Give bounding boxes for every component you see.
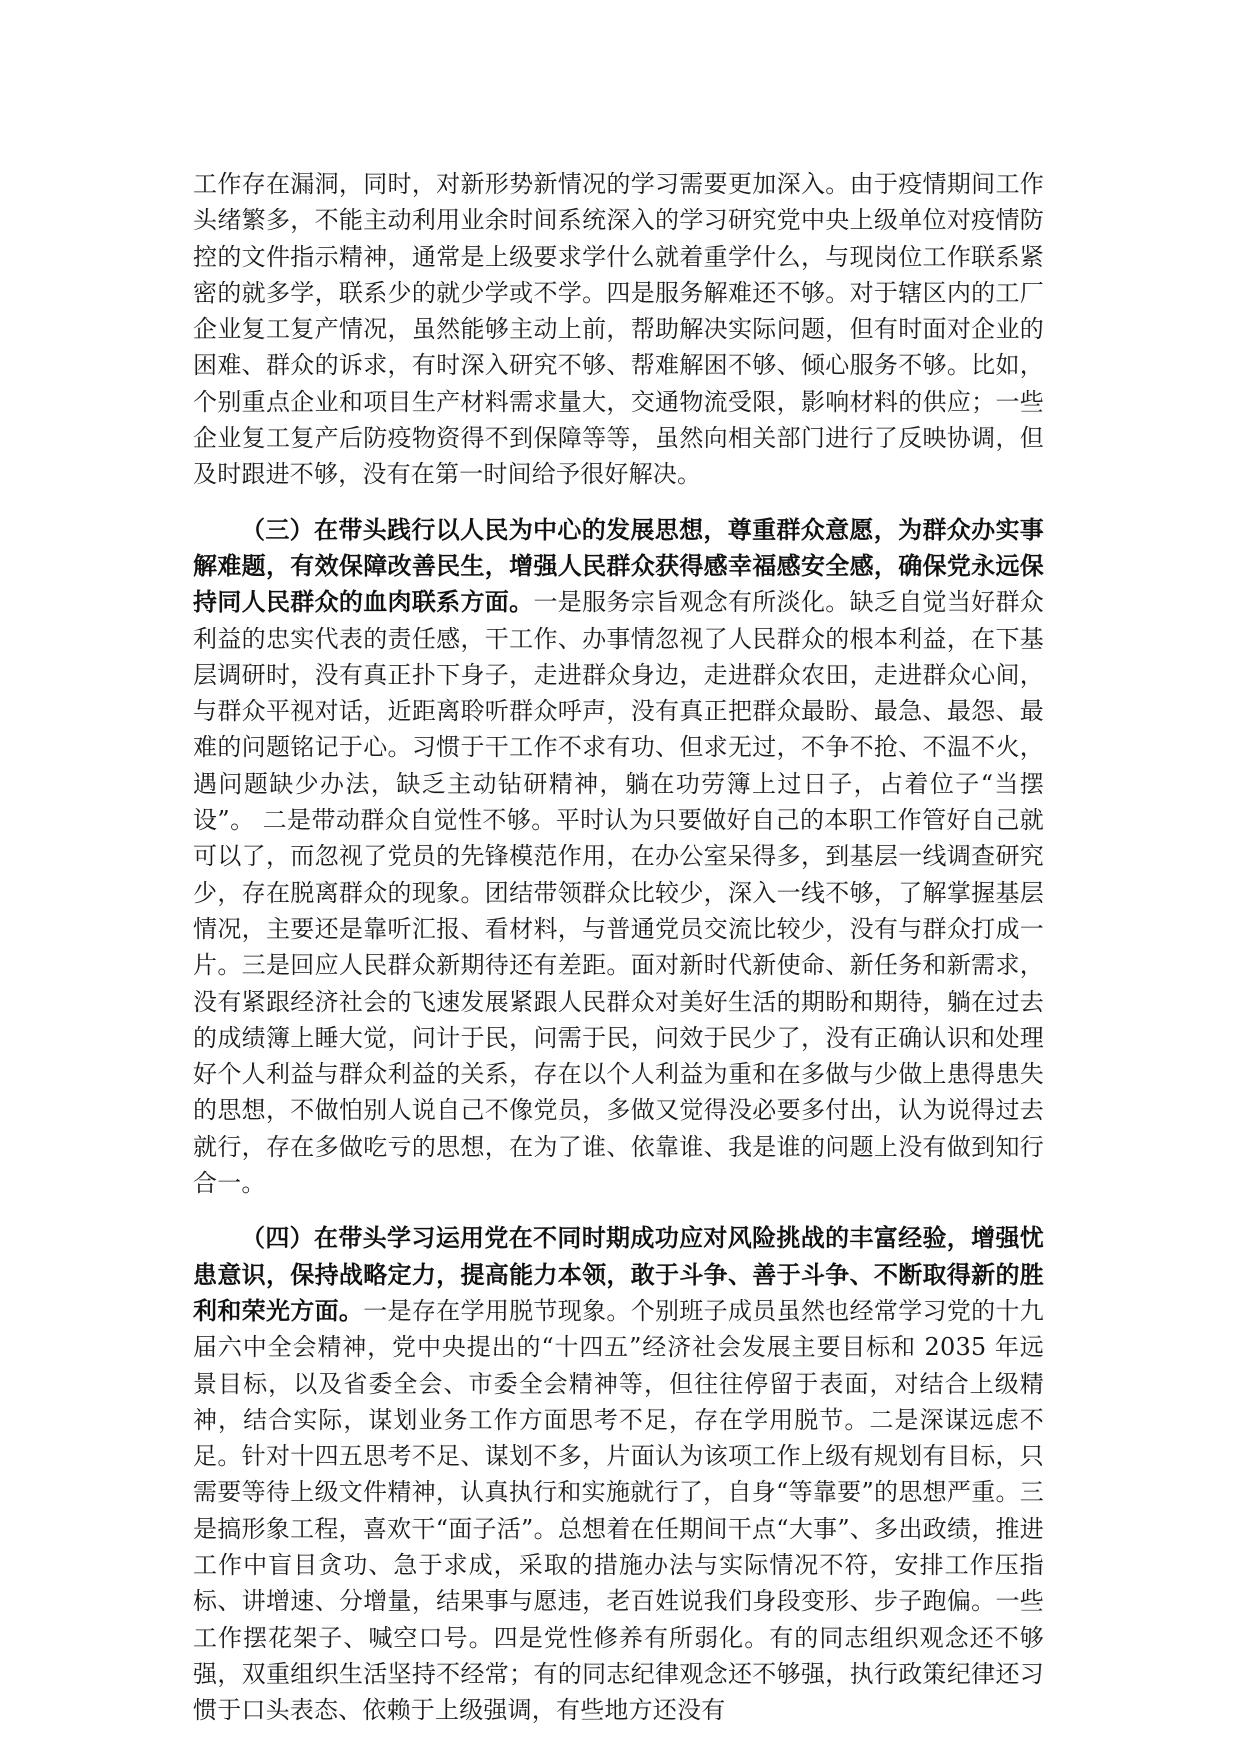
paragraph-continuation bbox=[193, 166, 1044, 493]
paragraph-section-four bbox=[193, 1220, 1044, 1728]
paragraph-text: 工作存在漏洞，同时，对新形势新情况的学习需要更加深入。由于疫情期间工作头绪繁多，不能主动利用业余时间系统深入的学习研究党中央上级单位对疫情防控的文件指示精神，通常是上级要求学什么就着重学什么，与现岗位工作联系紧密的就多学，联系少的就少学或不学。四是服务解难还不够。对于辖区内的工厂企业复工复产情况，虽然能够主动上前，帮助解决实际问题，但有时面对企业的困难、群众的诉求，有时深入研究不够、帮难解困不够、倾心服务不够。比如，个别重点企业和项目生产材料需求量大，交通物流受限，影响材料的供应；一些企业复工复产后防疫物资得不到保障等等，虽然向相关部门进行了反映协调，但及时跟进不够，没有在第一时间给予很好解决。 bbox=[193, 170, 1044, 489]
section-three-text: 一是服务宗旨观念有所淡化。缺乏自觉当好群众利益的忠实代表的责任感，干工作、办事情忽视了人民群众的根本利益，在下基层调研时，没有真正扑下身子，走进群众身边，走进群众农田，走进群众心间，与群众平视对话，近距离聆听群众呼声，没有真正把群众最盼、最急、最怨、最难的问题铭记于心。习惯于干工作不求有功、但求无过，不争不抢、不温不火，遇问题缺少办法，缺乏主动钻研精神，躺在功劳簿上过日子，占着位子“当摆设”。 二是带动群众自觉性不够。平时认为只要做好自己的本职工作管好自己就可以了，而忽视了党员的先锋模范作用，在办公室呆得多，到基层一线调查研究少，存在脱离群众的现象。团结带领群众比较少，深入一线不够，了解掌握基层情况，主要还是靠听汇报、看材料，与普通党员交流比较少，没有与群众打成一片。三是回应人民群众新期待还有差距。面对新时代新使命、新任务和新需求，没有紧跟经济社会的飞速发展紧跟人民群众对美好生活的期盼和期待，躺在过去的成绩簿上睡大觉，问计于民，问需于民，问效于民少了，没有正确认识和处理好个人利益与群众利益的关系，存在以个人利益为重和在多做与少做上患得患失的思想，不做怕别人说自己不像党员，多做又觉得没必要多付出，认为说得过去就行，存在多做吃亏的思想，在为了谁、依靠谁、我是谁的问题上没有做到知行合一。 bbox=[193, 588, 1044, 1198]
document-body bbox=[193, 166, 1044, 1728]
section-three-heading: （三）在带头践行以人民为中心的发展思想，尊重群众意愿，为群众办实事解难题，有效保障改善民生，增强人民群众获得感幸福感安全感，确保党永远保持同人民群众的血肉联系方面。 bbox=[193, 514, 1044, 617]
section-four-heading: （四）在带头学习运用党在不同时期成功应对风险挑战的丰富经验，增强忧患意识，保持战略定力，提高能力本领，敢于斗争、善于斗争、不断取得新的胜利和荣光方面。 bbox=[193, 1223, 1044, 1325]
section-four-text: 一是存在学用脱节现象。个别班子成员虽然也经常学习党的十九届六中全会精神，党中央提出的“十四五”经济社会发展主要目标和 2035 年远景目标，以及省委全会、市委全会精神等，但往往停留于表面，对结合上级精神，结合实际，谋划业务工作方面思考不足，存在学用脱节。二是深谋远虑不足。针对十四五思考不足、谋划不多，片面认为该项工作上级有规划有目标，只需要等待上级文件精神，认真执行和实施就行了，自身“等靠要”的思想严重。三是搞形象工程，喜欢干“面子活”。总想着在任期间干点“大事”、多出政绩，推进工作中盲目贪功、急于求成，采取的措施办法与实际情况不符，安排工作压指标、讲增速、分增量，结果事与愿违，老百姓说我们身段变形、步子跑偏。一些工作摆花架子、喊空口号。四是党性修养有所弱化。有的同志组织观念还不够强，双重组织生活坚持不经常；有的同志纪律观念还不够强，执行政策纪律还习惯于口头表态、依赖于上级强调，有些地方还没有 bbox=[193, 1296, 1044, 1725]
paragraph-section-three bbox=[193, 512, 1044, 1202]
